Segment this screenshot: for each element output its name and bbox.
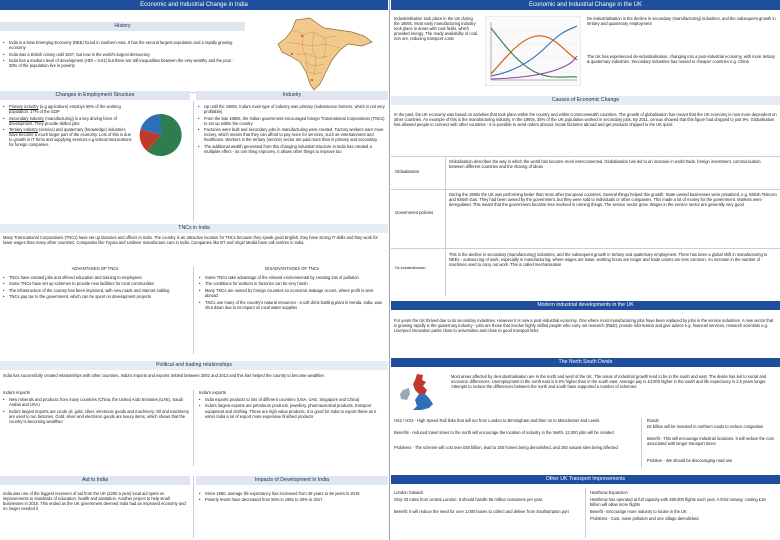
industry-point: • The additional wealth generated from this changing industrial structure in India has created a multiplier effect - as one thing improves, it allows other things to improve too xyxy=(198,144,386,154)
gatwick-text: Only 30 miles from central London. It should handle 55 million customers per year. xyxy=(394,497,544,502)
employment-text: (manufacturing) is a key driving force of development. They provide skilled jobs xyxy=(9,115,117,126)
impacts-list xyxy=(199,491,386,504)
employment-term: Primary industry xyxy=(9,104,39,109)
hs2-problems: Problems - The scheme will cost over £50 billion, lead to 150 homes being demolished, and 250 natural sites being affected xyxy=(394,445,618,450)
employment-term: Secondary industry xyxy=(9,115,45,121)
trade-heading: Political and trading relationships xyxy=(156,362,232,368)
history-point: • India is a New Emerging Economy (NEE) found in southern Asia. It has the second largest population and a rapidly growing economy xyxy=(3,40,243,50)
advantage-item: • TNCs pay tax to the government, which can be spent on development projects xyxy=(3,294,189,299)
modern-text: For years the UK thrived due to its secondary industries. However it is now a post-industrial economy. One where most manufacturing jobs have been replaced by jobs in the service industries. A new sector that is growing rapidly is the quaternary industry - jobs are those that involve highly skilled people who carry out research (R&D), provide information and give advice e.g. financial services, research scientists e.g. Liverpool innovation parks close to universities and close to good transport links xyxy=(394,318,774,334)
advantage-item: • The infrastructure of the country has been improved, with new roads and internet cabling xyxy=(3,288,189,293)
heathrow-text: Heathrow has operated at full capacity with 480,000 flights each year. A third runway, costing £18 billion will allow more flights xyxy=(590,497,766,508)
impact-item: • Poverty levels have decreased from 50% in 1991 to 30% in 2017 xyxy=(199,497,386,502)
post-industrial-text: The UK has experienced de-industrialisation, changing into a post-industrial economy, with more tertiary & quaternary industries. Secondary industries has moved to cheaper countries e.g. China xyxy=(587,54,776,65)
industry-point: • From the late 1980s, the Indian government encouraged foreign Transnational Corporations (TNCs) to set up within the country xyxy=(198,116,386,126)
exports-heading: India's exports xyxy=(199,390,226,395)
aid-heading-bar xyxy=(0,476,190,485)
deindustrialisation-definition: De-industrialisation is the decline in secondary (manufacturing) industries, and the subsequent growth in tertiary and quaternary employment xyxy=(587,16,776,27)
industrialisation-text: Industrialisation took place in the UK during the 1800s. Most early manufacturing industry took place in areas with coal fields, which provided energy. The ready availability of coal, iron ore, reducing transport costs xyxy=(394,16,479,42)
imports-heading: India's imports xyxy=(3,390,30,395)
uk-title: Economic and Industrial Change in the UK xyxy=(528,2,643,8)
employment-point xyxy=(3,116,133,126)
employment-trend-graph xyxy=(485,16,581,86)
industry-point: • Up until the 1980s, India's main type of industry was primary (subsistence farmers, which is not very profitable) xyxy=(198,104,386,114)
history-point: • India has a medium level of development (HDI = 0.61) but there are still inequalities between the very wealthy and the poor - 30% of the population live in poverty xyxy=(3,58,243,68)
export-item: • India's largest exports are petroleum products, jewellery, pharmaceutical products, transport equipment and clothing. These are high value products. It is good for India to export these as it earns India a lot of export more expensive finished products xyxy=(199,403,386,418)
industry-heading: Industry xyxy=(282,92,302,98)
employment-pie-chart xyxy=(138,112,184,158)
employment-term: Tertiary industry xyxy=(9,127,38,133)
roads-benefits: Benefit - This will encourage industrial locations. It will reduce the cost associated with longer transport times xyxy=(647,436,774,447)
causes-heading-bar xyxy=(391,96,780,105)
cause-text-deindustrialisation: This is the decline in secondary (manufacturing) industries, and the subsequent growth in tertiary and quaternary employment. There has been a global shift in manufacturing to NEEs - outsourcing of work, especially in manufacturing, where wages are lower, working hours are longer and trade unions are less common. An increase in the number of machines used to carry out work. This is called mechanisation xyxy=(449,252,768,268)
disadvantage-item: • The conditions for workers in factories can be very harsh xyxy=(199,281,386,286)
roads-text: £8 billion will be invested in northern roads to reduce congestion xyxy=(647,424,764,429)
tncs-heading: TNCs in India xyxy=(178,225,210,231)
tncs-heading-bar xyxy=(0,224,388,233)
impact-item: • Since 1980, average life expectancy has increased from 48 years to 68 years in 2015 xyxy=(199,491,386,496)
north-south-heading-bar xyxy=(391,358,780,367)
uk-map-ireland xyxy=(400,388,410,400)
industry-heading-bar xyxy=(196,91,388,100)
uk-title-banner xyxy=(391,0,780,10)
advantage-item: • Some TNCs have set up schemes to provide new facilities for local communities xyxy=(3,281,189,286)
uk-map-south xyxy=(413,394,433,410)
exports-list xyxy=(199,397,386,420)
causes-heading: Causes of Economic Change xyxy=(551,97,620,103)
impacts-heading-bar xyxy=(196,476,388,485)
cause-text-globalisation: Globalisation describes the way in which the world has become more interconnected. Globalisation has led to an increase in world trade, foreign investment, communication between different countries and the sharing of ideas xyxy=(449,159,761,170)
advantages-list xyxy=(3,275,189,301)
export-item: • India exports products to lots of different countries (USA, UAE, Singapore and China) xyxy=(199,397,386,402)
imports-list xyxy=(3,397,189,425)
cause-label-deindustrialisation: De-industrialisation xyxy=(395,266,426,270)
uk-panel xyxy=(391,0,780,540)
india-map-image xyxy=(252,14,382,94)
uk-map-image xyxy=(395,372,445,416)
employment-heading-bar xyxy=(0,91,190,100)
trade-heading-bar xyxy=(0,361,388,370)
employment-text: (e.g agriculture) employs 50% of the working population. 17% of the GDP xyxy=(9,104,121,115)
heathrow-title: Heathrow Expansion xyxy=(590,490,628,495)
modern-heading: Modern industrial developments in the UK xyxy=(537,302,634,308)
india-panel xyxy=(0,0,388,540)
india-title: Economic and Industrial Change in India xyxy=(140,2,248,8)
gatwick-title: London Gatwick xyxy=(394,490,424,495)
hs2-title: HS2 / HS3 - High Speed Rail links that will run from London to Birmingham and then on to Manchester and Leeds xyxy=(394,418,600,423)
employment-point xyxy=(3,127,133,147)
history-point: • India was a British colony until 1947, but now is the world's largest democracy xyxy=(3,52,243,57)
modern-heading-bar xyxy=(391,301,780,310)
advantage-item: • TNCs have created jobs and offered education and training to employees xyxy=(3,275,189,280)
advantages-heading: ADVANTAGES OF TNCs xyxy=(71,266,119,271)
employment-list xyxy=(3,104,133,149)
transport-heading-bar xyxy=(391,475,780,484)
disadvantages-heading: DISADVANTAGES OF TNCs xyxy=(265,266,319,271)
cause-label-government: Government policies xyxy=(395,210,434,215)
cause-text-government: During the 1980s the UK was performing better than most other European countries. Several things helped this growth. State-owned businesses were privatised, e.g. British Telecom and British Gas. They had been owned by the government, but they were sold to individuals or other companies. This made a lot of money for the government. Markets were deregulated. This meant that the government became less involved in running things. The service sector grew. Wages in the service sector are generally very good xyxy=(449,192,777,208)
industry-list xyxy=(198,104,386,155)
history-list xyxy=(3,40,243,70)
transport-heading: Other UK Transport Improvements xyxy=(545,476,626,482)
india-title-banner xyxy=(0,0,388,10)
disadvantage-item: • Some TNCs take advantage of the relaxed environmental by creating lots of pollution xyxy=(199,275,386,280)
hs2-benefits: Benefits - reduced travel times to the north will encourage the location of industry in the North. 12,000 jobs will be created xyxy=(394,430,614,435)
north-south-text: Most areas affected by de-industrialisation are in the north and west of the UK. The areas of industrial growth tend to be in the south and east. The divide has led to social and economic differences. Unemployment in the north east is 9.9% higher than in the south east. Average pay is £4,000 higher in the south and life expectancy is 2.5 years longer. Attempts to reduce the differences between the north and south have supported a number of schemes: xyxy=(451,374,767,390)
roads-title: Roads xyxy=(647,418,659,423)
uk-map-north xyxy=(413,374,427,394)
disadvantage-item: • Many TNCs are owned by foreign countries so economic leakage occurs, where profit is sent abroad xyxy=(199,288,386,298)
employment-text: (service) and quaternary (knowledge) industries have become a much larger part of the economy. Lots of this is due to growth in IT firms and supplying services e.g telecommunications for foreign companies xyxy=(9,127,132,148)
causes-intro: In the past, the UK economy was based on activities that took place within the country and within Commonwealth countries. The growth of globalisation has meant that the UK economy is now more dependent on other countries. An example of this is the manufacturing industry. In the 1960s, 35% of the UK population worked in secondary jobs. By 2011, census showed that this figure had dropped to just 9%. Globalisation has allowed people to connect with other countries - it is possible to send orders abroad, locate factories abroad and get products shipped to the UK quick xyxy=(394,112,777,128)
heathrow-problem: Problems - Cost, noise pollution and one village demolished xyxy=(590,516,699,521)
heathrow-benefit: Benefit - Encourage more industry to locate in the UK xyxy=(590,509,687,514)
tncs-intro: Many Transnational Corporations (TNCs) have set up factories and offices in India. The country is an attractive location for TNCs because they speak good English, they have strong IT skills and they work for lower wages than many other countries. Companies like Toyota and Unilever manufacture cars in India. Companies like BT and Virgin Media have call centres in India. xyxy=(3,235,378,246)
employment-point xyxy=(3,104,133,114)
import-item: • New minerals and products from many countries (China, the United Arab Emirates (UAE), Saudi Arabia and USA) xyxy=(3,397,189,407)
import-item: • India's largest imports are crude oil, gold, silver, electronic goods and machinery. Oil and machinery are used to run factories. Gold, silver and electronic goods are luxury items, which shows that the country is becoming wealthier xyxy=(3,409,189,424)
industry-point: • Factories were built and secondary jobs in manufacturing were created. Factory workers earn more money, which means that they can afford to pay more for services, such as entertainment and healthcare. Workers in the tertiary (service) sector are paid more than in primary and secondary xyxy=(198,127,386,142)
history-heading: History xyxy=(114,23,131,29)
impacts-heading: Impacts of Development in India xyxy=(254,477,330,483)
gatwick-benefit: Benefit: It will reduce the need for over 1,000 buses to collect and deliver from Southampton port xyxy=(394,509,569,514)
roads-problems: Problem - We should be discouraging road use xyxy=(647,458,733,463)
disadvantage-item: • TNCs use many of the country's natural resources - a soft drink bottling plant in Kerala, India, was shut down due to its impact on local water supplies xyxy=(199,300,386,310)
disadvantages-list xyxy=(199,275,386,311)
cause-label-globalisation: Globalisation xyxy=(395,169,420,174)
aid-heading: Aid to India xyxy=(82,477,108,483)
aid-text: India was one of the biggest receivers of aid from the UK (£200 a year) local aid spent on improvements to standards of education, health and sanitation. Another project to help small businesses in 2015. This ended as the UK government deemed India had an improved economy and no longer needed it xyxy=(3,491,186,512)
north-south-heading: The North South Divide xyxy=(558,359,613,365)
trade-intro: India has successfully created relationships with other countries. India's imports and exports trebled between 2002 and 2012 and this has helped the country to become wealthier. xyxy=(3,373,325,378)
employment-heading: Changes in Employment Structure xyxy=(55,92,135,98)
history-heading-bar xyxy=(0,22,245,31)
